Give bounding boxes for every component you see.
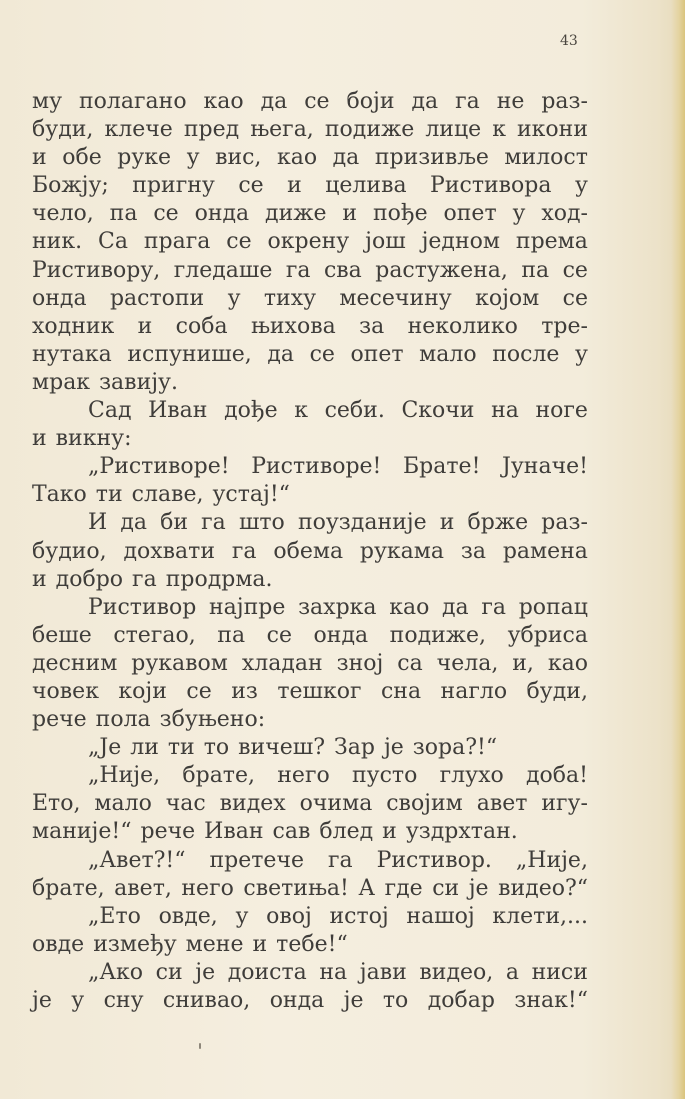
word: дође xyxy=(224,398,278,424)
word: к xyxy=(492,117,506,143)
text-line xyxy=(32,257,588,285)
word: Са xyxy=(97,229,128,255)
word: да xyxy=(267,341,294,367)
word: и xyxy=(32,426,47,452)
word: Божју; xyxy=(32,173,109,199)
word: да xyxy=(411,89,439,114)
word: ропац xyxy=(518,594,588,620)
text-line xyxy=(32,818,588,846)
word: ходник xyxy=(32,313,115,339)
word: „Је xyxy=(88,735,122,761)
word: што xyxy=(238,510,285,536)
word: прага xyxy=(143,229,211,255)
word: вис, xyxy=(215,145,262,171)
word: беше xyxy=(32,622,92,648)
page-number: 43 xyxy=(560,33,578,49)
word: претече xyxy=(209,847,305,873)
word: „Ако xyxy=(88,959,144,985)
word: њега, xyxy=(250,117,314,143)
word: Ристивор xyxy=(88,594,197,620)
word: то xyxy=(382,988,409,1013)
text-line xyxy=(32,875,588,903)
word: игу- xyxy=(541,791,588,817)
word: се xyxy=(238,173,264,199)
word: сну xyxy=(103,988,144,1013)
word: окрену xyxy=(267,229,350,255)
word: снивао, xyxy=(162,988,251,1013)
word: рукама xyxy=(359,538,445,564)
word: и xyxy=(32,145,47,171)
word: опет xyxy=(350,341,404,367)
word: још xyxy=(365,229,406,255)
text-line xyxy=(32,481,588,509)
word: не xyxy=(496,89,525,114)
word: једном xyxy=(421,229,500,255)
word: А xyxy=(358,875,376,901)
word: ник. xyxy=(32,229,83,255)
word: руке xyxy=(117,145,172,171)
word: човек xyxy=(32,678,99,704)
word: чело, xyxy=(32,201,94,227)
word: ли xyxy=(130,735,159,761)
word: очима xyxy=(299,791,373,817)
word: завију. xyxy=(99,369,178,395)
word: Сад xyxy=(88,398,132,424)
word: брате, xyxy=(182,763,255,789)
word: рамена xyxy=(502,538,588,564)
word: авет xyxy=(476,791,528,817)
word: нагло xyxy=(440,678,508,704)
word: да xyxy=(332,145,360,171)
word: сав xyxy=(272,819,311,845)
word: му xyxy=(32,89,63,114)
word: буди, xyxy=(526,678,588,704)
word: и xyxy=(342,201,358,227)
word: рече xyxy=(140,819,196,845)
word: а xyxy=(505,959,519,985)
word: се xyxy=(226,229,252,255)
text-line xyxy=(32,397,588,425)
word: „Авет?!“ xyxy=(88,847,186,873)
text-line xyxy=(32,369,588,397)
word: авет, xyxy=(114,875,172,901)
text-line xyxy=(32,650,588,678)
word: к xyxy=(294,398,308,424)
word: је xyxy=(468,875,489,901)
word: мало xyxy=(94,791,152,817)
word: па xyxy=(109,201,138,227)
word: се xyxy=(186,678,212,704)
word: га xyxy=(132,566,157,592)
word: Иван xyxy=(148,398,208,424)
page-edge-shadow xyxy=(671,0,685,1099)
word: Ристивора xyxy=(430,173,552,199)
word: пола xyxy=(95,707,151,733)
word: њихова xyxy=(250,313,336,339)
word: који xyxy=(118,678,167,704)
word: буди, xyxy=(32,117,94,143)
word: Ето, xyxy=(32,791,81,817)
text-line xyxy=(32,734,588,762)
text-line xyxy=(32,341,588,369)
word: си xyxy=(432,875,460,901)
text-line xyxy=(32,285,588,313)
word: као xyxy=(389,594,430,620)
word: би xyxy=(160,510,189,536)
word: Ристивор. xyxy=(376,847,492,873)
word: и xyxy=(382,819,397,845)
word: Ристиворе! xyxy=(251,454,382,480)
ink-speck xyxy=(199,1043,201,1049)
word: знак!“ xyxy=(514,988,588,1013)
word: то xyxy=(203,735,230,761)
word: је xyxy=(383,735,404,761)
word: подиже xyxy=(324,117,415,143)
word: зној xyxy=(336,650,384,676)
word: доба! xyxy=(526,763,588,789)
word: тебе!“ xyxy=(276,931,348,957)
word: видео?“ xyxy=(498,875,588,901)
word: га xyxy=(285,257,311,283)
word: икони xyxy=(517,117,588,143)
text-line xyxy=(32,200,588,228)
word: рукавом xyxy=(131,650,228,676)
word: да xyxy=(120,510,147,536)
word: и xyxy=(252,931,268,957)
word: маније!“ xyxy=(32,819,132,845)
text-line xyxy=(32,116,588,144)
word: лице xyxy=(425,117,482,143)
word: у xyxy=(575,341,588,367)
word: на xyxy=(491,398,519,424)
word: захрка xyxy=(298,594,377,620)
word: се xyxy=(562,285,588,311)
word: па xyxy=(217,622,246,648)
word: да xyxy=(260,89,288,114)
word: боји xyxy=(346,89,395,114)
word: мало xyxy=(419,341,477,367)
word: клече xyxy=(104,117,173,143)
word: чела, xyxy=(436,650,499,676)
word: соба xyxy=(175,313,228,339)
text-line xyxy=(32,790,588,818)
word: „Није, xyxy=(88,763,161,789)
word: ноге xyxy=(535,398,588,424)
word: него xyxy=(277,763,330,789)
word: испунише, xyxy=(127,341,252,367)
word: се xyxy=(309,341,335,367)
word: неколико xyxy=(407,313,518,339)
word: на xyxy=(319,959,348,985)
word: зора?!“ xyxy=(412,735,498,761)
word: Ристивору, xyxy=(32,257,161,283)
word: после xyxy=(492,341,560,367)
word: час xyxy=(165,791,206,817)
word: је xyxy=(32,988,52,1013)
word: ниси xyxy=(531,959,588,985)
text-line xyxy=(32,538,588,566)
word: са xyxy=(397,650,423,676)
word: обема xyxy=(273,538,344,564)
word: где xyxy=(384,875,423,901)
word: па xyxy=(521,257,550,283)
word: истој xyxy=(329,903,389,929)
word: га xyxy=(231,538,257,564)
word: Зар xyxy=(334,735,375,761)
word: полагано xyxy=(79,89,187,114)
word: за xyxy=(460,538,486,564)
word: онда xyxy=(194,201,250,227)
word: него xyxy=(181,875,234,901)
word: подиже, xyxy=(389,622,487,648)
word: себи. xyxy=(324,398,385,424)
word: између xyxy=(93,931,177,957)
word: као xyxy=(203,89,244,114)
word: глухо xyxy=(439,763,504,789)
word: да xyxy=(442,594,469,620)
word: доиста xyxy=(227,959,307,985)
word: „Ето xyxy=(88,903,141,929)
word: уздрхтан. xyxy=(405,819,518,845)
word: И xyxy=(88,510,108,536)
word: у xyxy=(186,145,200,171)
word: овој xyxy=(266,903,312,929)
word: растужена, xyxy=(375,257,508,283)
word: викну: xyxy=(55,426,132,452)
word: гледаше xyxy=(173,257,273,283)
word: у xyxy=(227,285,241,311)
text-line xyxy=(32,453,588,481)
text-line xyxy=(32,987,588,1015)
word: брже xyxy=(467,510,529,536)
text-line xyxy=(32,88,588,116)
word: онда xyxy=(32,285,87,311)
word: дохвати xyxy=(123,538,216,564)
word: славе, xyxy=(131,482,204,508)
word: збуњено: xyxy=(159,707,266,733)
word: Брате! xyxy=(403,454,481,480)
word: клети,... xyxy=(492,903,588,929)
word: нашој xyxy=(406,903,475,929)
word: према xyxy=(515,229,588,255)
word: као xyxy=(276,145,318,171)
text-line xyxy=(32,425,588,453)
word: пође xyxy=(372,201,428,227)
text-line xyxy=(32,706,588,734)
word: јави xyxy=(359,959,407,985)
word: добро xyxy=(55,566,124,592)
word: блед xyxy=(319,819,374,845)
word: се xyxy=(562,257,588,283)
word: је xyxy=(195,959,216,985)
word: видех xyxy=(219,791,286,817)
word: се xyxy=(304,89,330,114)
word: овде, xyxy=(158,903,218,929)
word: сна xyxy=(380,678,422,704)
word: видео, xyxy=(419,959,494,985)
text-line xyxy=(32,313,588,341)
word: „Ристиворе! xyxy=(88,454,230,480)
word: тешког xyxy=(277,678,362,704)
word: ход- xyxy=(541,201,588,227)
word: месечину xyxy=(339,285,452,311)
word: мрак xyxy=(32,369,91,395)
word: мене xyxy=(185,931,244,957)
word: онда xyxy=(269,988,325,1013)
word: је xyxy=(343,988,364,1013)
word: из xyxy=(231,678,258,704)
text-line xyxy=(32,678,588,706)
word: Јуначе! xyxy=(502,454,588,480)
word: призивље xyxy=(374,145,489,171)
word: и xyxy=(287,173,302,199)
word: стегао, xyxy=(113,622,196,648)
word: Иван xyxy=(204,819,264,845)
word: се xyxy=(266,622,292,648)
word: пусто xyxy=(352,763,418,789)
word: хладан xyxy=(241,650,323,676)
word: устај!“ xyxy=(212,482,290,508)
word: растопи xyxy=(109,285,205,311)
word: тре- xyxy=(541,313,588,339)
word: раз- xyxy=(541,510,588,536)
word: у xyxy=(512,201,526,227)
word: убриса xyxy=(507,622,588,648)
word: си xyxy=(155,959,183,985)
text-line xyxy=(32,847,588,875)
word: у xyxy=(235,903,249,929)
text-line xyxy=(32,594,588,622)
word: тиху xyxy=(263,285,317,311)
word: целива xyxy=(325,173,407,199)
word: ти xyxy=(167,735,195,761)
text-line xyxy=(32,509,588,537)
word: нутака xyxy=(32,341,112,367)
word: светиња! xyxy=(243,875,349,901)
word: га xyxy=(481,594,507,620)
word: „Није, xyxy=(515,847,588,873)
word: га xyxy=(455,89,480,114)
word: поузданије xyxy=(297,510,427,536)
word: као xyxy=(547,650,588,676)
word: у xyxy=(71,988,85,1013)
word: милост xyxy=(504,145,588,171)
word: и xyxy=(439,510,455,536)
word: овде xyxy=(32,931,85,957)
text-line xyxy=(32,566,588,594)
word: се xyxy=(153,201,179,227)
word: рече xyxy=(32,707,87,733)
word: сва xyxy=(323,257,362,283)
word: и xyxy=(137,313,153,339)
word: у xyxy=(574,173,588,199)
word: Скочи xyxy=(401,398,475,424)
text-line xyxy=(32,172,588,200)
text-line xyxy=(32,931,588,959)
word: добар xyxy=(427,988,495,1013)
word: ти xyxy=(95,482,123,508)
word: Тако xyxy=(32,482,87,508)
word: за xyxy=(359,313,385,339)
word: десним xyxy=(32,650,118,676)
word: га xyxy=(327,847,353,873)
word: онда xyxy=(313,622,369,648)
text-line xyxy=(32,959,588,987)
text-line xyxy=(32,228,588,256)
text-line xyxy=(32,144,588,172)
word: будио, xyxy=(32,538,107,564)
word: пред xyxy=(183,117,240,143)
word: обе xyxy=(62,145,102,171)
word: продрма. xyxy=(165,566,273,592)
text-line xyxy=(32,622,588,650)
text-line xyxy=(32,762,588,790)
word: и xyxy=(32,566,47,592)
word: и, xyxy=(512,650,534,676)
word: пригну xyxy=(132,173,215,199)
word: га xyxy=(201,510,226,536)
word: вичеш? xyxy=(238,735,326,761)
word: опет xyxy=(443,201,497,227)
word: раз- xyxy=(541,89,588,114)
word: којом xyxy=(475,285,540,311)
text-line xyxy=(32,903,588,931)
word: брате, xyxy=(32,875,105,901)
word: својим xyxy=(386,791,463,817)
body-text xyxy=(32,88,588,1015)
word: најпре xyxy=(209,594,286,620)
word: диже xyxy=(265,201,327,227)
